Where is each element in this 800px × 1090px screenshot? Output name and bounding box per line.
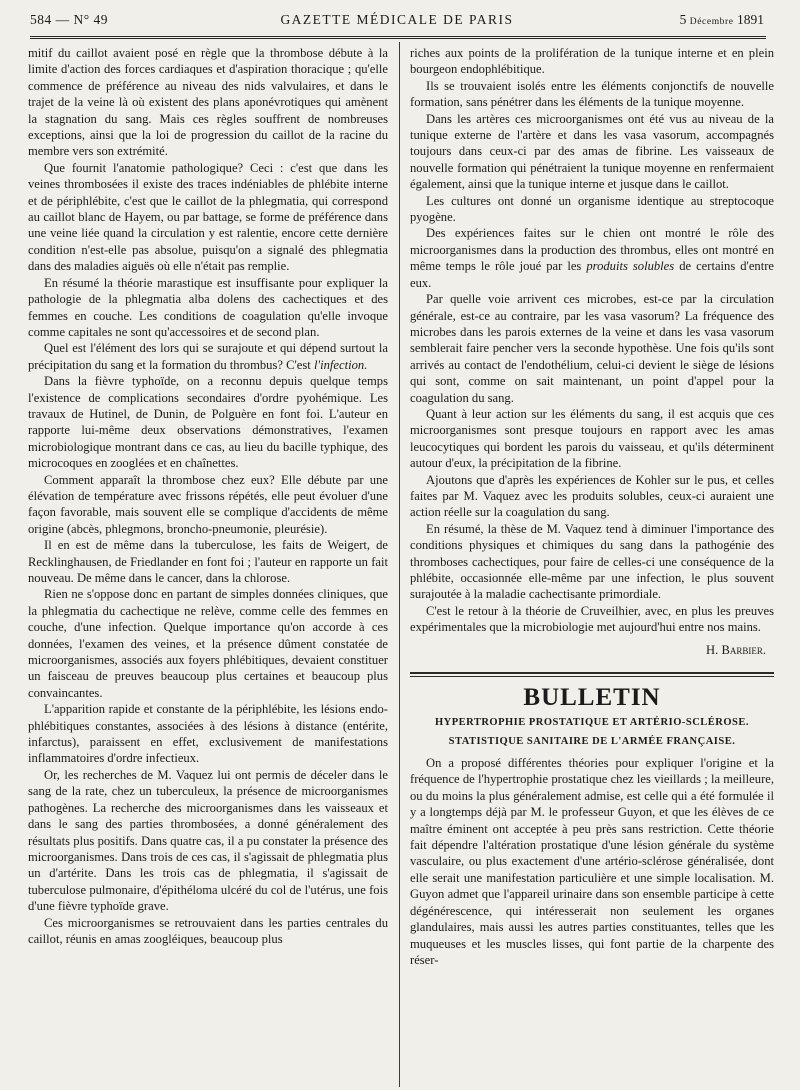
issue-month: Décembre bbox=[689, 17, 734, 27]
header-rule bbox=[30, 36, 766, 42]
paragraph: On a proposé différentes théories pour expliquer l'origine et la fréquence de l'hypertrophie prostatique chez les vieillards ; la meilleure, ou du moins la plus généralement admise, est celle qui a été formulée il y a longtemps déjà par M. le professeur Guyon, et que les élèves de ce maître éminent ont acceptée à peu près sans restriction. Cette théorie fait dépendre l'altération prostatique d'une lésion générale du système vasculaire, ou plus exactement d'une artério-sclérose généralisée, dont elle serait une manifestation particulière et une simple localisation. M. Guyon admet que l'appareil urinaire dans son ensemble participe à cette dégénérescence, qui intéresserait non seulement les organes glandulaires, mais aussi les autres parties constituantes, telles que les muqueuses et les muscles lisses, qui font partie de la charpente des réser- bbox=[410, 756, 774, 967]
paragraph-text: Des expériences faites sur le chien ont montré le rôle des microorganismes dans la production des thrombus, elles ont montré en même temps le rôle joué par les bbox=[410, 226, 774, 274]
paragraph: En résumé, la thèse de M. Vaquez tend à diminuer l'importance des conditions physiques et chimiques du sang dans la pathogénie des thromboses cachectiques, pour faire de celles-ci une conséquence de la phlébite, occasionnée elle-même par une infection, le plus souvent surajoutée à la maladie cachectisante primordiale. bbox=[410, 521, 774, 602]
issue-date bbox=[680, 12, 764, 28]
paragraph-text: Quel est l'élément des lors qui se surajoute et qui dépend surtout la précipitation du sang et la formation du thrombus? C'est bbox=[28, 341, 388, 372]
paragraph: mitif du caillot avaient posé en règle que la thrombose débute à la limite d'action des forces cardiaques et d'aspiration thoracique ; qu'elle commence de préférence au niveau des nids valvulaires, et dans le trajet de la veine là où existent des plans aponévrotiques qui amènent la stagnation du sang. Mais ces règles souffrent de nombreuses exceptions, ainsi que la loi de progression du caillot de la racine du membre vers son extrémité. bbox=[28, 46, 388, 159]
paragraph: Il en est de même dans la tuberculose, les faits de Weigert, de Recklinghausen, de Friedlander en font foi ; l'auteur en rapporte un fait nouveau. De même dans le cancer, dans la chlorose. bbox=[28, 538, 388, 585]
left-column bbox=[28, 45, 388, 1085]
paragraph: Ajoutons que d'après les expériences de Kohler sur le pus, et celles faites par M. Vaquez avec les produits solubles, ceux-ci auraient une action réelle sur la coagulation du sang. bbox=[410, 472, 774, 520]
paragraph: Quant à leur action sur les éléments du sang, il est acquis que ces microorganismes sont presque toujours en rapport avec les amas leucocytiques qui bordent les parois du vaisseau, et qu'ils déterminent autour d'eux, la précipitation de la fibrine. bbox=[410, 406, 774, 471]
section-separator bbox=[410, 672, 774, 677]
journal-title: GAZETTE MÉDICALE DE PARIS bbox=[280, 12, 514, 27]
paragraph: L'apparition rapide et constante de la périphlébite, les lésions endo-phlébitiques constantes, associées à des lésions à distance (entérite, infarctus), paraissent en effet, exclusivement de manifestations inflammatoires d'ordre infectieux. bbox=[28, 702, 388, 766]
page-number: 584 — N° 49 bbox=[30, 12, 109, 27]
paragraph: Dans les artères ces microorganismes ont été vus au niveau de la tunique externe de l'artère et dans les vasa vasorum, accompagnés toujours dans ceux-ci par des amas de fibrine. Les vaisseaux de nouvelle formation qui pénétraient la tunique moyenne en renfermaient également, ainsi que la tunique interne et jusque dans le caillot. bbox=[410, 111, 774, 192]
paragraph: Rien ne s'oppose donc en partant de simples données cliniques, que la phlegmatia du cachectique ne relève, comme celle des femmes en couche, d'une infection. Quelque importance qu'on accorde à ces données, l'examen des veines, et la présence dûment constatée de microorganismes, associés aux foyers phlébitiques, devaient constituer un faisceau de preuves beaucoup plus certaines et beaucoup plus convaincantes. bbox=[28, 587, 388, 700]
paragraph bbox=[410, 225, 774, 291]
paragraph: Dans la fièvre typhoïde, on a reconnu depuis quelque temps l'existence de complications secondaires d'ordre pyohémique. Les travaux de Hutinel, de Dunin, de Polguère en font foi. L'auteur en rapporte lui-même deux observations démonstratives, l'examen microbiologique montrant dans ce cas, au lieu du bacille typhique, des microcoques en zooglées et en chaînettes. bbox=[28, 374, 388, 471]
paragraph-tail: de certains d'entre eux. bbox=[410, 259, 774, 290]
paragraph: Par quelle voie arrivent ces microbes, est-ce par la circulation générale, est-ce au contraire, par les vasa vasorum? La fréquence des microbes dans les parois externes de la veine et dans les vasa vasorum semblerait faire pencher vers la seconde hypothèse. Une fois qu'ils sont arrivés au contact de l'endothélium, celui-ci devient le siège de lésions qui sont, comme on sait maintenant, un point d'appel pour la coagulation du sang. bbox=[410, 292, 774, 405]
paragraph: Comment apparaît la thrombose chez eux? Elle débute par une élévation de température avec frissons répétés, elle peut évoluer d'une façon favorable, mais souvent elle se complique d'accidents de même origine (abcès, phlegmons, broncho-pneumonie, pleurésie). bbox=[28, 472, 388, 536]
italic-term: produits solubles bbox=[586, 259, 675, 274]
bulletin-subheading: STATISTIQUE SANITAIRE DE L'ARMÉE FRANÇAISE. bbox=[448, 736, 736, 748]
paragraph: C'est le retour à la théorie de Cruveilhier, avec, en plus les preuves expérimentales que la microbiologie met aujourd'hui entre nos mains. bbox=[410, 603, 774, 635]
issue-year: 1891 bbox=[737, 12, 764, 27]
bulletin-subheading: HYPERTROPHIE PROSTATIQUE ET ARTÉRIO-SCLÉROSE. bbox=[434, 717, 750, 729]
bulletin-title: BULLETIN bbox=[523, 684, 661, 712]
column-divider bbox=[399, 42, 400, 1087]
paragraph: Or, les recherches de M. Vaquez lui ont permis de déceler dans le sang de la rate, chez un tuberculeux, la présence de microorganismes pathogènes. La recherche des microorganismes dans les vaisseaux et dans le sang des parties thrombosées, a donné généralement des résultats plus positifs. Dans quatre cas, il a pu constater la présence des microorganismes. Dans trois de ces cas, il s'agissait de phlegmatia plus un d'artérite. Dans les trois cas de phlegmatia, il s'agissait de tuberculose pulmonaire, d'épithéloma ulcéré du col de l'utérus, une fois d'une fièvre typhoïde grave. bbox=[28, 767, 388, 914]
paragraph: Que fournit l'anatomie pathologique? Ceci : c'est que dans les veines thrombosées il existe des traces indéniables de phlébite interne et de périphlébite, c'est que le caillot de la phlegmatia, qui correspond au caillot blanc de Hayem, ou par battage, se forme de préférence dans une veine liée quand la circulation y est ralentie, encore cette dernière condition n'est-elle pas absolue, puisqu'on a signalé des phlegmatia dans des maladies aiguës où elle n'était pas remplie. bbox=[28, 160, 388, 274]
page-header bbox=[30, 12, 764, 38]
paragraph: riches aux points de la prolifération de la tunique interne et en plein bourgeon endophlébitique. bbox=[410, 46, 774, 77]
paragraph: Ces microorganismes se retrouvaient dans les parties centrales du caillot, réunis en amas zoogléiques, beaucoup plus bbox=[28, 915, 388, 946]
paragraph bbox=[28, 340, 388, 373]
issue-day: 5 bbox=[679, 12, 687, 27]
paragraph: En résumé la théorie marastique est insuffisante pour expliquer la pathologie de la phlegmatia alba dolens des cachectiques et des femmes en couche. Les conditions de coagulation qu'elle invoque comme capitales ne sont qu'accessoires et de second plan. bbox=[28, 275, 388, 339]
right-column bbox=[410, 45, 774, 1085]
italic-term: l'infection. bbox=[313, 357, 368, 372]
paragraph: Ils se trouvaient isolés entre les éléments conjonctifs de nouvelle formation, sans pénétrer dans les éléments de la tunique moyenne. bbox=[410, 78, 774, 110]
author-signature: H. Barbier. bbox=[706, 642, 766, 657]
paragraph: Les cultures ont donné un organisme identique au streptocoque pyogène. bbox=[410, 193, 774, 225]
